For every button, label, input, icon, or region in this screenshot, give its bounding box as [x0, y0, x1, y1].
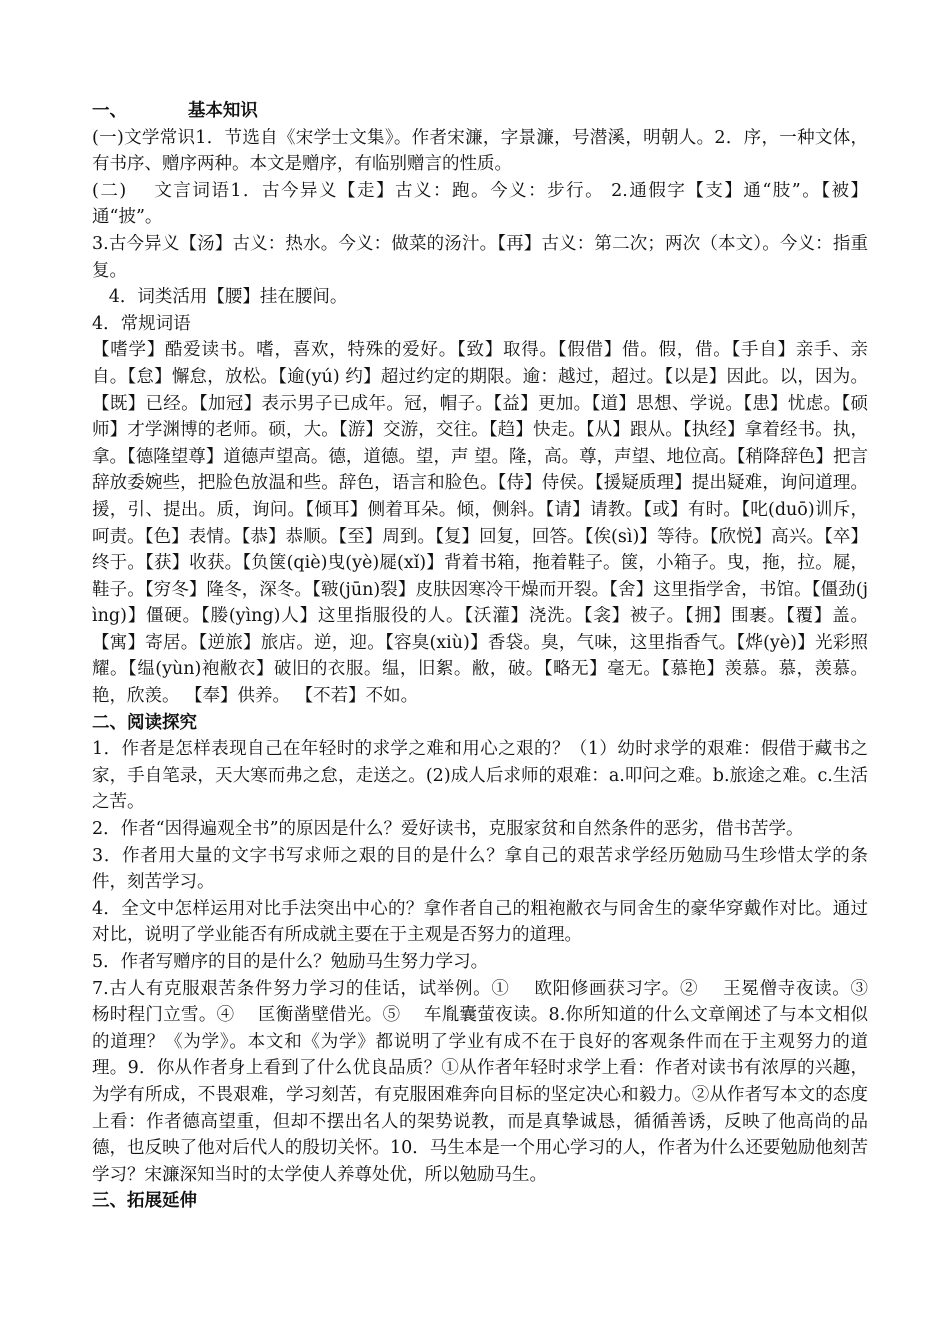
ancient-modern-meaning-paragraph: 3.古今异义【汤】古义：热水。今义：做菜的汤汁。【再】古义：第二次；两次（本文）。今义：指重复。	[92, 233, 868, 281]
common-words-paragraph: 【嗜学】酷爱读书。嗜，喜欢，特殊的爱好。【致】取得。【假借】借。假，借。【手自】亲手、亲自。【怠】懈怠，放松。【逾(yú) 约】超过约定的期限。逾：越过，超过。【以是】因此。以，因为。【既】已经。【加冠】表示男子已成年。冠，帽子。【益】更加。【道】思想、学说。【患】忧虑。【硕师】才学渊博的老师。硕，大。【游】交游，交往。【趋】快走。【从】跟从。【执经】拿着经书。执，拿。【德隆望尊】道德声望高。德，道德。望，声 望。隆，高。尊，声望、地位高。【稍降辞色】把言辞放委婉些，把脸色放温和些。辞色，语言和脸色。【侍】侍侯。【援疑质理】提出疑难，询问道理。援，引、提出。质，询问。【倾耳】侧着耳朵。倾，侧斜。【请】请教。【或】有时。【叱(duō)训斥，呵责。【色】表情。【恭】恭顺。【至】周到。【复】回复，回答。【俟(sì)】等待。【欣悦】高兴。【卒】终于。【获】收获。【负箧(qiè)曳(yè)屣(xǐ)】背着书箱，拖着鞋子。箧，小箱子。曳，拖，拉。屣，鞋子。【穷冬】隆冬，深冬。【皲(jūn)裂】皮肤因寒冷干燥而开裂。【舍】这里指学舍，书馆。【僵劲(jìng)】僵硬。【媵(yìng)人】这里指服役的人。【沃灌】浇洗。【衾】被子。【拥】围裹。【覆】盖。【寓】寄居。【逆旅】旅店。逆，迎。【容臭(xiù)】香袋。臭，气味，这里指香气。【烨(yè)】光彩照耀。【缊(yùn)袍敝衣】破旧的衣服。缊，旧絮。敝，破。【略无】毫无。【慕艳】羡慕。慕，羡慕。艳，欣羡。 【奉】供养。 【不若】不如。	[92, 340, 868, 707]
section-heading-basic-knowledge: 一、 基本知识	[92, 101, 258, 121]
section-heading-extension: 三、拓展延伸	[92, 1191, 197, 1212]
section-heading-reading: 二、阅读探究	[92, 712, 197, 733]
reading-question-7-to-10: 7.古人有克服艰苦条件努力学习的佳话，试举例。① 欧阳修画获习字。② 王冕僧寺夜读。③ 杨时程门立雪。④ 匡衡凿壁借光。⑤ 车胤囊萤夜读。8.你所知道的什么文章阐述了与本文相似的道理？《为学》。本文和《为学》都说明了学业有成不在于良好的客观条件而在于主观努力的道理。9．你从作者身上看到了什么优良品质？①从作者年轻时求学上看：作者对读书有浓厚的兴趣，为学有所成，不畏艰难，学习刻苦，有克服困难奔向目标的坚定决心和毅力。②从作者写本文的态度上看：作者德高望重，但却不摆出名人的架势说教，而是真挚诚恳，循循善诱，反映了他高尚的品德，也反映了他对后代人的殷切关怀。10．马生本是一个用心学习的人，作者为什么还要勉励他刻苦学习？宋濂深知当时的太学使人养尊处优，所以勉励马生。	[92, 978, 891, 1185]
reading-question-1: 1．作者是怎样表现自己在年轻时的求学之难和用心之艰的？（1）幼时求学的艰难：假借于藏书之家，手自笔录，天大寒而弗之怠，走送之。(2)成人后求师的艰难：a.叩问之难。b.旅途之难。c.生活之苦。	[92, 739, 868, 813]
reading-question-3: 3．作者用大量的文字书写求师之艰的目的是什么？拿自己的艰苦求学经历勉励马生珍惜太学的条件，刻苦学习。	[92, 845, 868, 893]
reading-question-4: 4．全文中怎样运用对比手法突出中心的？拿作者自己的粗袍敝衣与同舍生的豪华穿戴作对比。通过对比，说明了学业能否有所成就主要在于主观是否努力的道理。	[92, 898, 868, 946]
common-words-title: 4．常规词语	[92, 313, 191, 334]
classical-words-paragraph: (二) 文言词语1．古今异义【走】古义：跑。今义：步行。 2.通假字【支】通“肢”。【被】通“披”。	[92, 180, 868, 228]
literary-knowledge-paragraph: (一)文学常识1．节选自《宋学士文集》。作者宋濂，字景濂，号潜溪，明朝人。2．序，一种文体，有书序、赠序两种。本文是赠序，有临别赠言的性质。	[92, 127, 868, 175]
reading-question-5: 5．作者写赠序的目的是什么？勉励马生努力学习。	[92, 952, 489, 972]
document-page	[92, 98, 891, 1215]
word-class-usage-paragraph: 4．词类活用【腰】挂在腰间。	[92, 287, 348, 308]
reading-question-2: 2．作者“因得遍观全书”的原因是什么？爱好读书，克服家贫和自然条件的恶劣，借书苦学。	[92, 819, 804, 840]
